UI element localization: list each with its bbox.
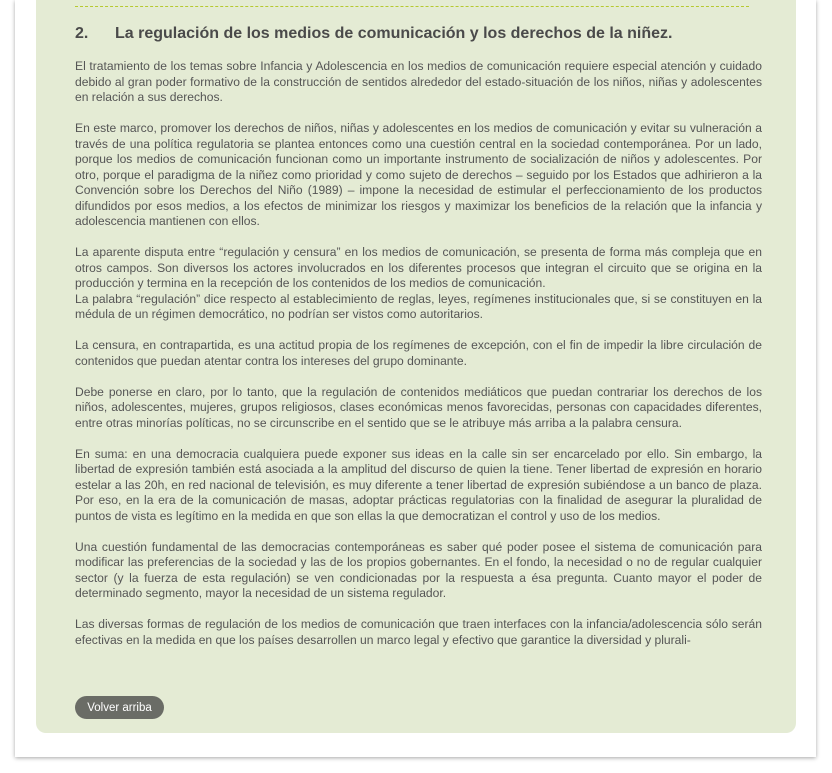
paragraph: En suma: en una democracia cualquiera puede exponer sus ideas en la calle sin ser encarcelado por ello. Sin embargo, la libertad de expresión también está asociada a la amplitud del discurso de quien la tiene. Tener libertad de expresión en horario estelar a las 20h, en red nacional de televisión, es muy diferente a tener libertad de expresión subiéndose a un banco de plaza. Por eso, en la era de la comunicación de masas, adoptar prácticas regulatorias con la finalidad de asegurar la pluralidad de puntos de vista es legítimo en la medida en que son ellas la que democratizan el control y uso de los medios. — [75, 446, 762, 523]
paragraph: El tratamiento de los temas sobre Infancia y Adolescencia en los medios de comunicación requiere especial atención y cuidado debido al gran poder formativo de la construcción de sentidos alrededor del estado-situación de los niños, niñas y adolescentes en relación a sus derechos. — [75, 59, 762, 104]
back-to-top-button[interactable]: Volver arriba — [75, 696, 164, 719]
paragraph: La aparente disputa entre “regulación y censura” en los medios de comunicación, se presenta de forma más compleja que en otros campos. Son diversos los actores involucrados en los diferentes procesos que integran el circuito que se origina en la producción y termina en la recepción de los contenidos de los medios de comunicación. — [75, 245, 762, 290]
paragraph: Las diversas formas de regulación de los medios de comunicación que traen interfaces con la infancia/adolescencia sólo serán efectivas en la medida en que los países desarrollen un marco legal y efectivo que garantice la diversidad y plurali- — [75, 617, 762, 647]
paragraph: La palabra “regulación” dice respecto al establecimiento de reglas, leyes, regímenes institucionales que, si se constituyen en la médula de un régimen democrático, no podrían ser vistos como autoritarios. — [75, 291, 762, 321]
paragraph: Debe ponerse en claro, por lo tanto, que la regulación de contenidos mediáticos que puedan contrariar los derechos de los niños, adolescentes, mujeres, grupos religiosos, clases económicas menos favorecidas, personas con capacidades diferentes, entre otras minorías políticas, no se circunscribe en el sentido que se le atribuye más arriba a la palabra censura. — [75, 384, 762, 430]
paragraph: Una cuestión fundamental de las democracias contemporáneas es saber qué poder posee el sistema de comunicación para modificar las preferencias de la sociedad y las de los propios gobernantes. En el fondo, la necesidad o no de regular cualquier sector (y la fuerza de esta regulación) se ven condicionadas por la respuesta a ésa pregunta. Cuanto mayor el poder de determinado segmento, mayor la necesidad de un sistema regulador. — [75, 539, 762, 600]
article-body — [75, 59, 762, 648]
paragraph: La censura, en contrapartida, es una actitud propia de los regímenes de excepción, con el fin de impedir la libre circulación de contenidos que puedan atentar contra los intereses del grupo dominante. — [75, 338, 762, 368]
section-number: 2. — [75, 25, 89, 42]
section-title: La regulación de los medios de comunicación y los derechos de la niñez. — [115, 25, 673, 42]
paragraph: En este marco, promover los derechos de niños, niñas y adolescentes en los medios de comunicación y evitar su vulneración a través de una política regulatoria se plantea entonces como una cuestión central en la sociedad contemporánea. Por un lado, porque los medios de comunicación funcionan como un importante instrumento de socialización de niños y adolescentes. Por otro, porque el paradigma de la niñez como prioridad y como sujeto de derechos – seguido por los Estados que adhirieron a la Convención sobre los Derechos del Niño (1989) – impone la necesidad de estimular el perfeccionamiento de los productos difundidos por esos medios, a los efectos de minimizar los riesgos y maximizar los beneficios de la relación que la infancia y adolescencia mantienen con ellos. — [75, 121, 762, 228]
